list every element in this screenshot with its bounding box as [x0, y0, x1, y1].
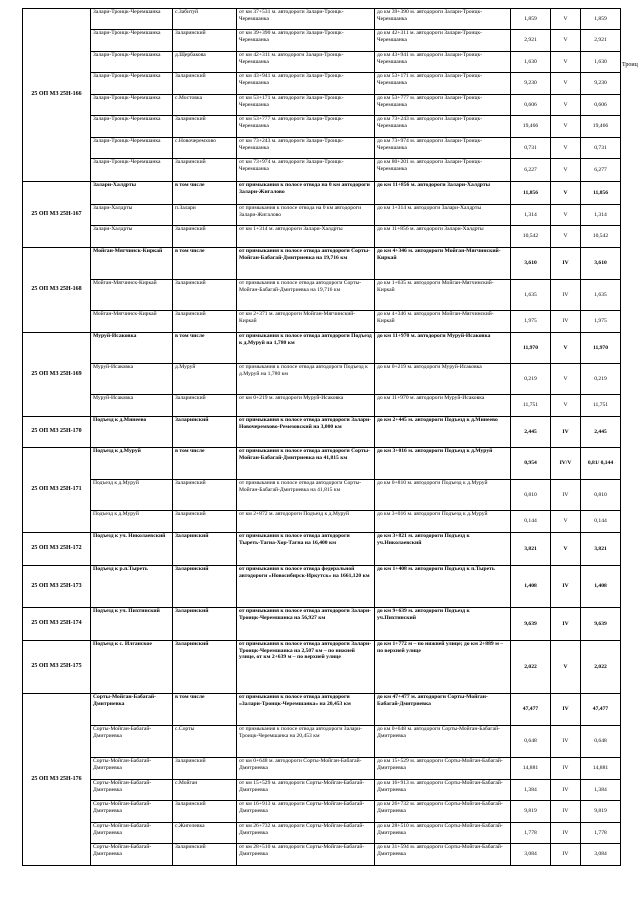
- end-point-cell: до км 3+016 м. автодороги Подъезд к д.Муруй: [375, 448, 511, 480]
- locality-cell: Заларинский: [173, 533, 237, 566]
- total-length-cell: 1,408: [581, 566, 621, 608]
- category-cell: V: [551, 9, 581, 30]
- road-name-cell: Муруй-Исаковка: [91, 395, 173, 417]
- locality-cell: Заларинский: [173, 395, 237, 417]
- road-name-cell: Залари-Троицк-Черемшанка: [91, 9, 173, 30]
- category-cell: V: [551, 511, 581, 533]
- table-row: [23, 726, 621, 758]
- road-name-cell: Залари-Халдрты: [91, 226, 173, 248]
- table-row: [23, 566, 621, 608]
- start-point-cell: от км 73+243 м. автодороги Залари-Троицк-Черемшанка: [237, 138, 375, 159]
- locality-cell: Заларинский: [173, 608, 237, 641]
- total-length-cell: 2,445: [581, 417, 621, 448]
- road-name-cell: Подъезд к д.Муруй: [91, 480, 173, 511]
- start-point-cell: от км 0+648 м. автодороги Сорты-Мойган-Бабагай-Дмитриевка: [237, 758, 375, 780]
- road-name-cell: Сорты-Мойган-Бабагай-Дмитриевка: [91, 801, 173, 823]
- total-length-cell: 1,859: [581, 9, 621, 30]
- locality-cell: в том числе: [173, 694, 237, 726]
- category-cell: IV: [551, 726, 581, 758]
- road-name-cell: Сорты-Мойган-Бабагай-Дмитриевка: [91, 780, 173, 801]
- category-cell: V: [551, 138, 581, 159]
- road-name-cell: Мойган-Мягчинск-Киркай: [91, 311, 173, 333]
- road-code-cell: 25 ОП МЗ 25Н-171: [23, 448, 91, 533]
- end-point-cell: до км 73+974 м. автодороги Залари-Троицк-Черемшанка: [375, 138, 511, 159]
- table-row: [23, 480, 621, 511]
- category-cell: V: [551, 30, 581, 52]
- length-cell: 9,230: [511, 73, 551, 95]
- road-code-cell: 25 ОП МЗ 25Н-172: [23, 533, 91, 566]
- start-point-cell: от примыкания к полосе отвода автодороги Залари-Новочеремхово-Ремезовский на 3,000 км: [237, 417, 375, 448]
- total-length-cell: 47,477: [581, 694, 621, 726]
- table-row: [23, 116, 621, 138]
- category-cell: IV: [551, 780, 581, 801]
- length-cell: 11,856: [511, 182, 551, 205]
- end-point-cell: до км 11+856 м. автодороги Залари-Халдрты: [375, 182, 511, 205]
- start-point-cell: от примыкания к полосе отвода на 0 км автодороги Залари-Жигалово: [237, 205, 375, 226]
- locality-cell: п.Залари: [173, 205, 237, 226]
- total-length-cell: 10,542: [581, 226, 621, 248]
- length-cell: 47,477: [511, 694, 551, 726]
- category-cell: IV/V: [551, 448, 581, 480]
- road-name-cell: Муруй-Исаковка: [91, 364, 173, 395]
- total-length-cell: 2,921: [581, 30, 621, 52]
- total-length-cell: 11,751: [581, 395, 621, 417]
- category-cell: V: [551, 159, 581, 182]
- category-cell: IV: [551, 823, 581, 844]
- category-cell: IV: [551, 758, 581, 780]
- table-row: [23, 95, 621, 116]
- locality-cell: с.Жигелевка: [173, 823, 237, 844]
- end-point-cell: до км 39+390 м. автодороги Залари-Троицк-Черемшанка: [375, 9, 511, 30]
- locality-cell: с.Забитуй: [173, 9, 237, 30]
- table-row: [23, 608, 621, 641]
- road-name-cell: Залари-Троицк-Черемшанка: [91, 52, 173, 73]
- road-name-cell: Подъезд к д.Муруй: [91, 511, 173, 533]
- start-point-cell: от км 73+974 м. автодороги Залари-Троицк-Черемшанка: [237, 159, 375, 182]
- length-cell: 3,084: [511, 844, 551, 866]
- end-point-cell: до км 42+311 м. автодороги Залари-Троицк-Черемшанка: [375, 30, 511, 52]
- category-cell: V: [551, 205, 581, 226]
- length-cell: 2,022: [511, 641, 551, 694]
- road-name-cell: Залари-Троицк-Черемшанка: [91, 30, 173, 52]
- locality-cell: Заларинский: [173, 844, 237, 866]
- category-cell: IV: [551, 480, 581, 511]
- table-row: [23, 182, 621, 205]
- table-row: [23, 159, 621, 182]
- length-cell: 2,445: [511, 417, 551, 448]
- table-row: [23, 138, 621, 159]
- end-point-cell: до км 1+772 м – по нижней улице; до км 2+889 м – по верхней улице: [375, 641, 511, 694]
- locality-cell: Заларинский: [173, 116, 237, 138]
- end-point-cell: до км 28+510 м. автодороги Сорты-Мойган-Бабагай-Дмитриевка: [375, 823, 511, 844]
- end-point-cell: до км 80+201 м. автодороги Залари-Троицк-Черемшанка: [375, 159, 511, 182]
- locality-cell: Заларинский: [173, 511, 237, 533]
- length-cell: 2,921: [511, 30, 551, 52]
- end-point-cell: до км 0+810 м. автодороги Подъезд к д.Муруй: [375, 480, 511, 511]
- length-cell: 11,751: [511, 395, 551, 417]
- road-name-cell: Залари-Троицк-Черемшанка: [91, 138, 173, 159]
- end-point-cell: до км 47+477 м. автодороги Сорты-Мойган-Бабагай-Дмитриевка: [375, 694, 511, 726]
- locality-cell: Заларинский: [173, 226, 237, 248]
- end-point-cell: до км 1+408 м. автодороги Подъезд к п.Тыреть: [375, 566, 511, 608]
- road-name-cell: Подъезд к д.Минеево: [91, 417, 173, 448]
- category-cell: V: [551, 533, 581, 566]
- length-cell: 1,384: [511, 780, 551, 801]
- total-length-cell: 3,084: [581, 844, 621, 866]
- table-row: [23, 248, 621, 280]
- locality-cell: Заларинский: [173, 641, 237, 694]
- total-length-cell: 11,970: [581, 333, 621, 364]
- total-length-cell: 9,230: [581, 73, 621, 95]
- locality-cell: Заларинский: [173, 480, 237, 511]
- end-point-cell: до км 3+821 м. автодороги Подъезд к уч.Николаевский: [375, 533, 511, 566]
- locality-cell: д.Щербакова: [173, 52, 237, 73]
- length-cell: 1,975: [511, 311, 551, 333]
- length-cell: 19,466: [511, 116, 551, 138]
- end-point-cell: до км 0+648 м. автодороги Сорты-Мойган-Бабагай-Дмитриевка: [375, 726, 511, 758]
- length-cell: 0,954: [511, 448, 551, 480]
- start-point-cell: от км 53+171 м. автодороги Залари-Троицк-Черемшанка: [237, 95, 375, 116]
- road-registry-page: [22, 8, 620, 866]
- table-row: [23, 226, 621, 248]
- end-point-cell: до км 1+635 м. автодороги Мойган-Мягчинский-Киркай: [375, 280, 511, 311]
- road-name-cell: Залари-Троицк-Черемшанка: [91, 116, 173, 138]
- total-length-cell: 14,881: [581, 758, 621, 780]
- category-cell: V: [551, 116, 581, 138]
- total-length-cell: 0,144: [581, 511, 621, 533]
- start-point-cell: от примыкания к полосе отвода автодороги Залари-Троицк-Черемшанка на 56,927 км: [237, 608, 375, 641]
- end-point-cell: до км 2+445 м. автодороги Подъезд к д.Минеево: [375, 417, 511, 448]
- category-cell: IV: [551, 280, 581, 311]
- category-cell: IV: [551, 801, 581, 823]
- category-cell: IV: [551, 311, 581, 333]
- category-cell: V: [551, 95, 581, 116]
- end-point-cell: до км 16+913 м. автодороги Сорты-Мойган-Бабагай-Дмитриевка: [375, 780, 511, 801]
- locality-cell: Заларинский: [173, 311, 237, 333]
- start-point-cell: от примыкания к полосе отвода автодороги Сорты-Мойган-Бабагай-Дмитриевка на 19,716 км: [237, 248, 375, 280]
- table-row: [23, 758, 621, 780]
- locality-cell: в том числе: [173, 448, 237, 480]
- end-point-cell: до км 4+346 м. автодороги Мойган-Мягчинский-Киркай: [375, 311, 511, 333]
- locality-cell: Заларинский: [173, 73, 237, 95]
- road-name-cell: Залари-Троицк-Черемшанка: [91, 95, 173, 116]
- road-name-cell: Мойган-Мягчинск-Киркай: [91, 248, 173, 280]
- table-row: [23, 533, 621, 566]
- road-name-cell: Подъезд к уч. Пихтинский: [91, 608, 173, 641]
- table-row: [23, 780, 621, 801]
- length-cell: 14,881: [511, 758, 551, 780]
- category-cell: IV: [551, 566, 581, 608]
- end-point-cell: до км 3+016 м. автодороги Подъезд к д.Муруй: [375, 511, 511, 533]
- start-point-cell: от км 39+390 м. автодороги Залари-Троицк-Черемшанка: [237, 30, 375, 52]
- road-name-cell: Подъезд к с. Илганское: [91, 641, 173, 694]
- table-row: [23, 333, 621, 364]
- length-cell: 0,731: [511, 138, 551, 159]
- total-length-cell: 0,606: [581, 95, 621, 116]
- length-cell: 9,819: [511, 801, 551, 823]
- road-name-cell: Залари-Халдрты: [91, 205, 173, 226]
- locality-cell: в том числе: [173, 333, 237, 364]
- length-cell: 1,859: [511, 9, 551, 30]
- category-cell: V: [551, 641, 581, 694]
- total-length-cell: 1,630: [581, 52, 621, 73]
- road-name-cell: Сорты-Мойган-Бабагай-Дмитриевка: [91, 844, 173, 866]
- length-cell: 0,606: [511, 95, 551, 116]
- category-cell: V: [551, 52, 581, 73]
- locality-cell: в том числе: [173, 182, 237, 205]
- locality-cell: Заларинский: [173, 280, 237, 311]
- total-length-cell: 3,821: [581, 533, 621, 566]
- length-cell: 1,314: [511, 205, 551, 226]
- start-point-cell: от км 37+531 м. автодороги Залари-Троицк-Черемшанка: [237, 9, 375, 30]
- start-point-cell: от км 26+732 м. автодороги Сорты-Мойган-Бабагай-Дмитриевка: [237, 823, 375, 844]
- road-name-cell: Подъезд к уч. Николаевский: [91, 533, 173, 566]
- road-code-cell: 25 ОП МЗ 25Н-167: [23, 182, 91, 248]
- road-name-cell: Сорты-Мойган-Бабагай-Дмитриевка: [91, 758, 173, 780]
- total-length-cell: 9,639: [581, 608, 621, 641]
- start-point-cell: от примыкания к полосе отвода автодороги Сорты-Мойган-Бабагай-Дмитриевка на 41,815 км: [237, 448, 375, 480]
- total-length-cell: 11,856: [581, 182, 621, 205]
- category-cell: IV: [551, 694, 581, 726]
- road-code-cell: 25 ОП МЗ 25Н-176: [23, 694, 91, 866]
- road-name-cell: Сорты-Мойган-Бабагай-Дмитриевка: [91, 823, 173, 844]
- start-point-cell: от км 43+941 м. автодороги Залари-Троицк-Черемшанка: [237, 73, 375, 95]
- category-cell: IV: [551, 417, 581, 448]
- locality-cell: Заларинский: [173, 801, 237, 823]
- start-point-cell: от примыкания к полосе отвода автодороги Залари-Троицк-Черемшанка на 20,453 км: [237, 726, 375, 758]
- locality-cell: Заларинский: [173, 417, 237, 448]
- end-point-cell: до км 11+970 м. автодороги Муруй-Исаковка: [375, 333, 511, 364]
- start-point-cell: от примыкания к полосе отвода автодороги Сорты-Мойган-Бабагай-Дмитриевка на 41,815 км: [237, 480, 375, 511]
- length-cell: 0,810: [511, 480, 551, 511]
- table-row: [23, 395, 621, 417]
- total-length-cell: 1,635: [581, 280, 621, 311]
- length-cell: 9,639: [511, 608, 551, 641]
- start-point-cell: от км 0+219 м. автодороги Муруй-Исаковка: [237, 395, 375, 417]
- table-row: [23, 801, 621, 823]
- locality-cell: с.Мойган: [173, 780, 237, 801]
- category-cell: V: [551, 395, 581, 417]
- length-cell: 1,635: [511, 280, 551, 311]
- road-code-cell: 25 ОП МЗ 25Н-175: [23, 641, 91, 694]
- start-point-cell: от км 1+314 м. автодороги Залари-Халдрты: [237, 226, 375, 248]
- start-point-cell: от км 53+777 м. автодороги Залари-Троицк-Черемшанка: [237, 116, 375, 138]
- category-cell: V: [551, 364, 581, 395]
- category-cell: IV: [551, 844, 581, 866]
- total-length-cell: 1,384: [581, 780, 621, 801]
- table-row: [23, 511, 621, 533]
- margin-note: Троиц: [622, 62, 638, 68]
- end-point-cell: до км 53+777 м. автодороги Залари-Троицк-Черемшанка: [375, 95, 511, 116]
- start-point-cell: от примыкания к полосе отвода автодороги Тыреть-Тагна-Хор-Тагна на 16,400 км: [237, 533, 375, 566]
- length-cell: 0,219: [511, 364, 551, 395]
- table-row: [23, 417, 621, 448]
- table-row: [23, 641, 621, 694]
- road-code-cell: 25 ОП МЗ 25Н-174: [23, 608, 91, 641]
- table-row: [23, 280, 621, 311]
- category-cell: IV: [551, 608, 581, 641]
- table-row: [23, 823, 621, 844]
- table-row: [23, 311, 621, 333]
- total-length-cell: 1,778: [581, 823, 621, 844]
- start-point-cell: от км 2+371 м. автодороги Мойган-Мягчинский-Киркай: [237, 311, 375, 333]
- road-code-cell: 25 ОП МЗ 25Н-169: [23, 333, 91, 417]
- total-length-cell: 3,610: [581, 248, 621, 280]
- total-length-cell: 0,731: [581, 138, 621, 159]
- end-point-cell: до км 11+856 м. автодороги Залари-Халдрты: [375, 226, 511, 248]
- length-cell: 10,542: [511, 226, 551, 248]
- road-code-cell: 25 ОП МЗ 25Н-170: [23, 417, 91, 448]
- start-point-cell: от км 15+529 м. автодороги Сорты-Мойган-Бабагай-Дмитриевка: [237, 780, 375, 801]
- road-name-cell: Подъезд к р.п.Тыреть: [91, 566, 173, 608]
- table-row: [23, 30, 621, 52]
- start-point-cell: от км 16+913 м. автодороги Сорты-Мойган-Бабагай-Дмитриевка: [237, 801, 375, 823]
- category-cell: V: [551, 226, 581, 248]
- end-point-cell: до км 31+594 м. автодороги Сорты-Мойган-Бабагай-Дмитриевка: [375, 844, 511, 866]
- table-row: [23, 844, 621, 866]
- end-point-cell: до км 11+970 м. автодороги Муруй-Исаковка: [375, 395, 511, 417]
- locality-cell: Заларинский: [173, 566, 237, 608]
- road-name-cell: Залари-Троицк-Черемшанка: [91, 73, 173, 95]
- total-length-cell: 9,819: [581, 801, 621, 823]
- length-cell: 3,610: [511, 248, 551, 280]
- table-row: [23, 448, 621, 480]
- road-name-cell: Подъезд к д.Муруй: [91, 448, 173, 480]
- end-point-cell: до км 73+243 м. автодороги Залари-Троицк-Черемшанка: [375, 116, 511, 138]
- start-point-cell: от примыкания к полосе отвода автодороги Подъезд к д.Муруй на 1,780 км: [237, 364, 375, 395]
- length-cell: 0,648: [511, 726, 551, 758]
- total-length-cell: 1,314: [581, 205, 621, 226]
- start-point-cell: от примыкания к полосе отвода федеральной автодороги «Новосибирск-Иркутск» на 1661,120 км: [237, 566, 375, 608]
- road-code-cell: 25 ОП МЗ 25Н-168: [23, 248, 91, 333]
- total-length-cell: 6,277: [581, 159, 621, 182]
- category-cell: V: [551, 182, 581, 205]
- road-name-cell: Муруй-Исаковка: [91, 333, 173, 364]
- locality-cell: с.Сорты: [173, 726, 237, 758]
- road-code-cell: 25 ОП МЗ 25Н-166: [23, 9, 91, 182]
- start-point-cell: от км 2+872 м. автодороги Подъезд к д.Муруй: [237, 511, 375, 533]
- start-point-cell: от примыкания к полосе отвода автодороги Залари-Троицк-Черемшанка на 2,507 км – по нижней улице, от км 2+639 м – по верхней улице: [237, 641, 375, 694]
- end-point-cell: до км 0+219 м. автодороги Муруй-Исаковка: [375, 364, 511, 395]
- total-length-cell: 2,022: [581, 641, 621, 694]
- total-length-cell: 0,81/ 0,144: [581, 448, 621, 480]
- road-code-cell: 25 ОП МЗ 25Н-173: [23, 566, 91, 608]
- total-length-cell: 0,648: [581, 726, 621, 758]
- category-cell: V: [551, 333, 581, 364]
- total-length-cell: 19,466: [581, 116, 621, 138]
- start-point-cell: от км 28+510 м. автодороги Сорты-Мойган-Бабагай-Дмитриевка: [237, 844, 375, 866]
- length-cell: 6,227: [511, 159, 551, 182]
- locality-cell: с.Мостовка: [173, 95, 237, 116]
- locality-cell: Заларинский: [173, 159, 237, 182]
- end-point-cell: до км 15+529 м. автодороги Сорты-Мойган-Бабагай-Дмитриевка: [375, 758, 511, 780]
- start-point-cell: от км 42+311 м. автодороги Залари-Троицк-Черемшанка: [237, 52, 375, 73]
- start-point-cell: от примыкания к полосе отвода автодороги Сорты-Мойган-Бабагай-Дмитриевка на 19,716 км: [237, 280, 375, 311]
- table-row: [23, 205, 621, 226]
- end-point-cell: до км 1+314 м. автодороги Залари-Халдрты: [375, 205, 511, 226]
- total-length-cell: 0,810: [581, 480, 621, 511]
- length-cell: 11,970: [511, 333, 551, 364]
- locality-cell: Заларинский: [173, 758, 237, 780]
- table-row: [23, 364, 621, 395]
- start-point-cell: от примыкания к полосе отвода автодороги «Залари-Троицк-Черемшанка» на 20,453 км: [237, 694, 375, 726]
- table-row: [23, 694, 621, 726]
- length-cell: 1,408: [511, 566, 551, 608]
- category-cell: V: [551, 73, 581, 95]
- table-row: [23, 9, 621, 30]
- length-cell: 3,821: [511, 533, 551, 566]
- total-length-cell: 0,219: [581, 364, 621, 395]
- road-name-cell: Сорты-Мойган-Бабагай-Дмитриевка: [91, 694, 173, 726]
- start-point-cell: от примыкания к полосе отвода автодороги Подъезд к д.Муруй на 1,780 км: [237, 333, 375, 364]
- locality-cell: в том числе: [173, 248, 237, 280]
- end-point-cell: до км 9+639 м. автодороги Подъезд к уч.Пихтинский: [375, 608, 511, 641]
- locality-cell: с.Новочеремхово: [173, 138, 237, 159]
- category-cell: IV: [551, 248, 581, 280]
- total-length-cell: 1,975: [581, 311, 621, 333]
- road-registry-table: [22, 8, 621, 866]
- end-point-cell: до км 43+941 м. автодороги Залари-Троицк-Черемшанка: [375, 52, 511, 73]
- locality-cell: д.Муруй: [173, 364, 237, 395]
- end-point-cell: до км 4+346 м. автодороги Мойган-Мягчинский-Киркай: [375, 248, 511, 280]
- table-row: [23, 73, 621, 95]
- start-point-cell: от примыкания к полосе отвода на 0 км автодороги Залари-Жигалово: [237, 182, 375, 205]
- table-row: [23, 52, 621, 73]
- length-cell: 1,630: [511, 52, 551, 73]
- length-cell: 1,778: [511, 823, 551, 844]
- length-cell: 0,144: [511, 511, 551, 533]
- road-name-cell: Залари-Троицк-Черемшанка: [91, 159, 173, 182]
- end-point-cell: до км 53+171 м. автодороги Залари-Троицк-Черемшанка: [375, 73, 511, 95]
- road-name-cell: Мойган-Мягчинск-Киркай: [91, 280, 173, 311]
- road-name-cell: Сорты-Мойган-Бабагай-Дмитриевка: [91, 726, 173, 758]
- locality-cell: Заларинский: [173, 30, 237, 52]
- road-name-cell: Залари-Халдрты: [91, 182, 173, 205]
- end-point-cell: до км 26+732 м. автодороги Сорты-Мойган-Бабагай-Дмитриевка: [375, 801, 511, 823]
